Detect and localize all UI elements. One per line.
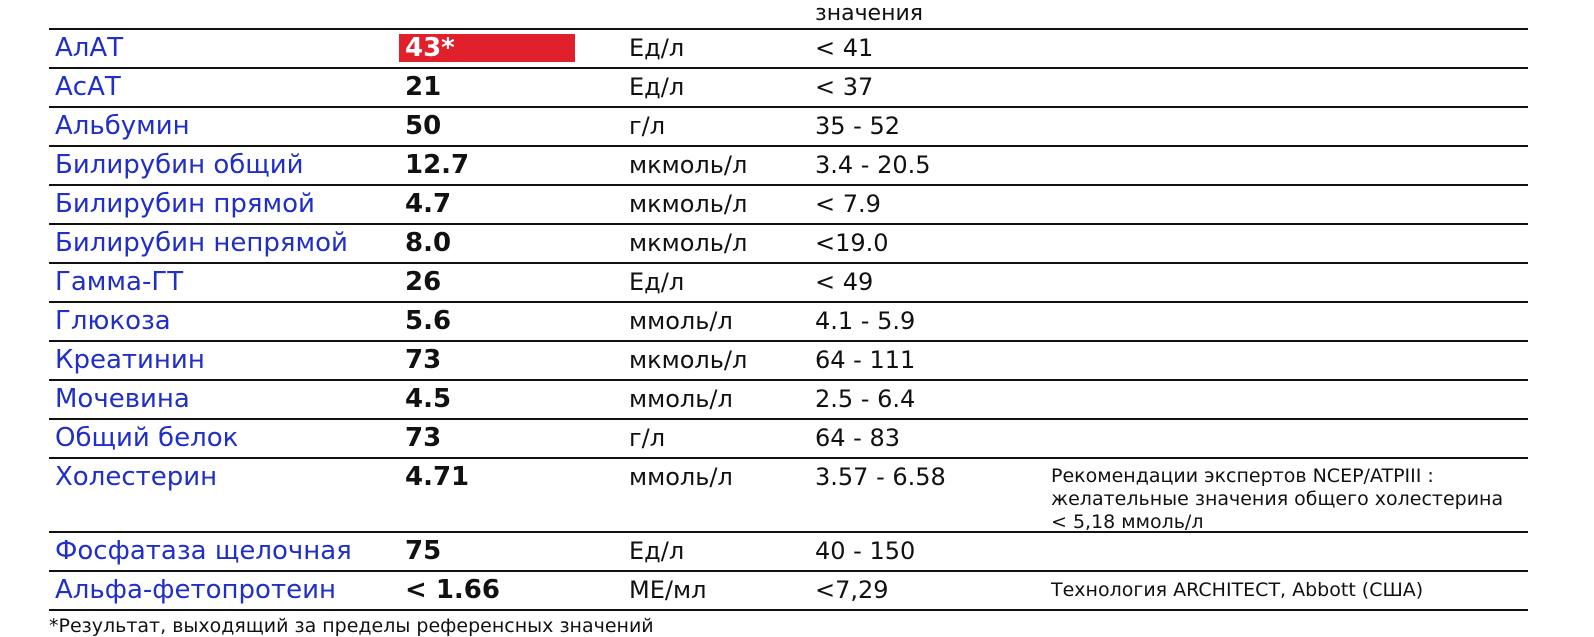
test-name: Креатинин (55, 345, 205, 375)
table-row (49, 420, 1528, 459)
test-name: АлАТ (55, 33, 124, 63)
test-name: Гамма-ГТ (55, 267, 184, 297)
test-unit: ммоль/л (629, 307, 733, 335)
test-unit: мкмоль/л (629, 151, 748, 179)
test-reference: 4.1 - 5.9 (815, 307, 916, 335)
table-row (49, 108, 1528, 147)
test-value: 8.0 (405, 228, 452, 258)
table-row (49, 264, 1528, 303)
test-value: 26 (405, 267, 442, 297)
table-row (49, 572, 1528, 611)
table-row (49, 225, 1528, 264)
test-unit: Ед/л (629, 268, 685, 296)
test-unit: мкмоль/л (629, 190, 748, 218)
table-row (49, 303, 1528, 342)
test-name: Билирубин непрямой (55, 228, 348, 258)
test-name: Билирубин общий (55, 150, 304, 180)
test-reference: < 7.9 (815, 190, 881, 218)
test-unit: ммоль/л (629, 385, 733, 413)
test-unit: мкмоль/л (629, 346, 748, 374)
test-name: Билирубин прямой (55, 189, 315, 219)
test-value: 4.5 (405, 384, 452, 414)
test-unit: Ед/л (629, 34, 685, 62)
test-value: 50 (405, 111, 442, 141)
test-value: 21 (405, 72, 442, 102)
test-name: Мочевина (55, 384, 190, 414)
test-reference: 64 - 111 (815, 346, 916, 374)
test-reference: 3.4 - 20.5 (815, 151, 931, 179)
test-value: 75 (405, 536, 442, 566)
table-row (49, 533, 1528, 572)
results-table (49, 30, 1528, 611)
test-unit: МЕ/мл (629, 576, 707, 604)
test-note: Технология ARCHITECT, Abbott (США) (1051, 579, 1424, 601)
test-reference: 3.57 - 6.58 (815, 463, 946, 491)
test-reference: <19.0 (815, 229, 889, 257)
test-value: 12.7 (405, 150, 470, 180)
reference-column-header-fragment: значения (815, 1, 924, 26)
test-name: АсАТ (55, 72, 121, 102)
test-value: < 1.66 (405, 575, 500, 605)
test-unit: Ед/л (629, 537, 685, 565)
test-value-flagged: 43* (399, 34, 575, 62)
test-reference: < 41 (815, 34, 874, 62)
test-name: Альбумин (55, 111, 190, 141)
test-name: Холестерин (55, 462, 218, 492)
table-row (49, 30, 1528, 69)
test-value: 4.7 (405, 189, 452, 219)
test-reference: < 37 (815, 73, 874, 101)
table-row (49, 69, 1528, 108)
table-row (49, 186, 1528, 225)
test-name: Фосфатаза щелочная (55, 536, 352, 566)
test-reference: 64 - 83 (815, 424, 900, 452)
test-reference: 35 - 52 (815, 112, 900, 140)
test-name: Глюкоза (55, 306, 171, 336)
test-value: 5.6 (405, 306, 452, 336)
table-row (49, 147, 1528, 186)
test-unit: Ед/л (629, 73, 685, 101)
test-name: Общий белок (55, 423, 239, 453)
test-reference: 40 - 150 (815, 537, 916, 565)
test-name: Альфа-фетопротеин (55, 575, 336, 605)
test-value: 73 (405, 423, 442, 453)
test-value: 4.71 (405, 462, 470, 492)
test-unit: мкмоль/л (629, 229, 748, 257)
table-row (49, 342, 1528, 381)
test-reference: 2.5 - 6.4 (815, 385, 916, 413)
footnote: *Результат, выходящий за пределы референсных значений (49, 615, 654, 637)
test-reference: < 49 (815, 268, 874, 296)
test-unit: г/л (629, 112, 666, 140)
table-row (49, 459, 1528, 533)
test-unit: ммоль/л (629, 463, 733, 491)
test-note: Рекомендации экспертов NCEP/ATPIII : желательные значения общего холестерина < 5,18 ммоль/л (1051, 465, 1504, 533)
test-unit: г/л (629, 424, 666, 452)
test-value: 73 (405, 345, 442, 375)
test-reference: <7,29 (815, 576, 889, 604)
table-row (49, 381, 1528, 420)
